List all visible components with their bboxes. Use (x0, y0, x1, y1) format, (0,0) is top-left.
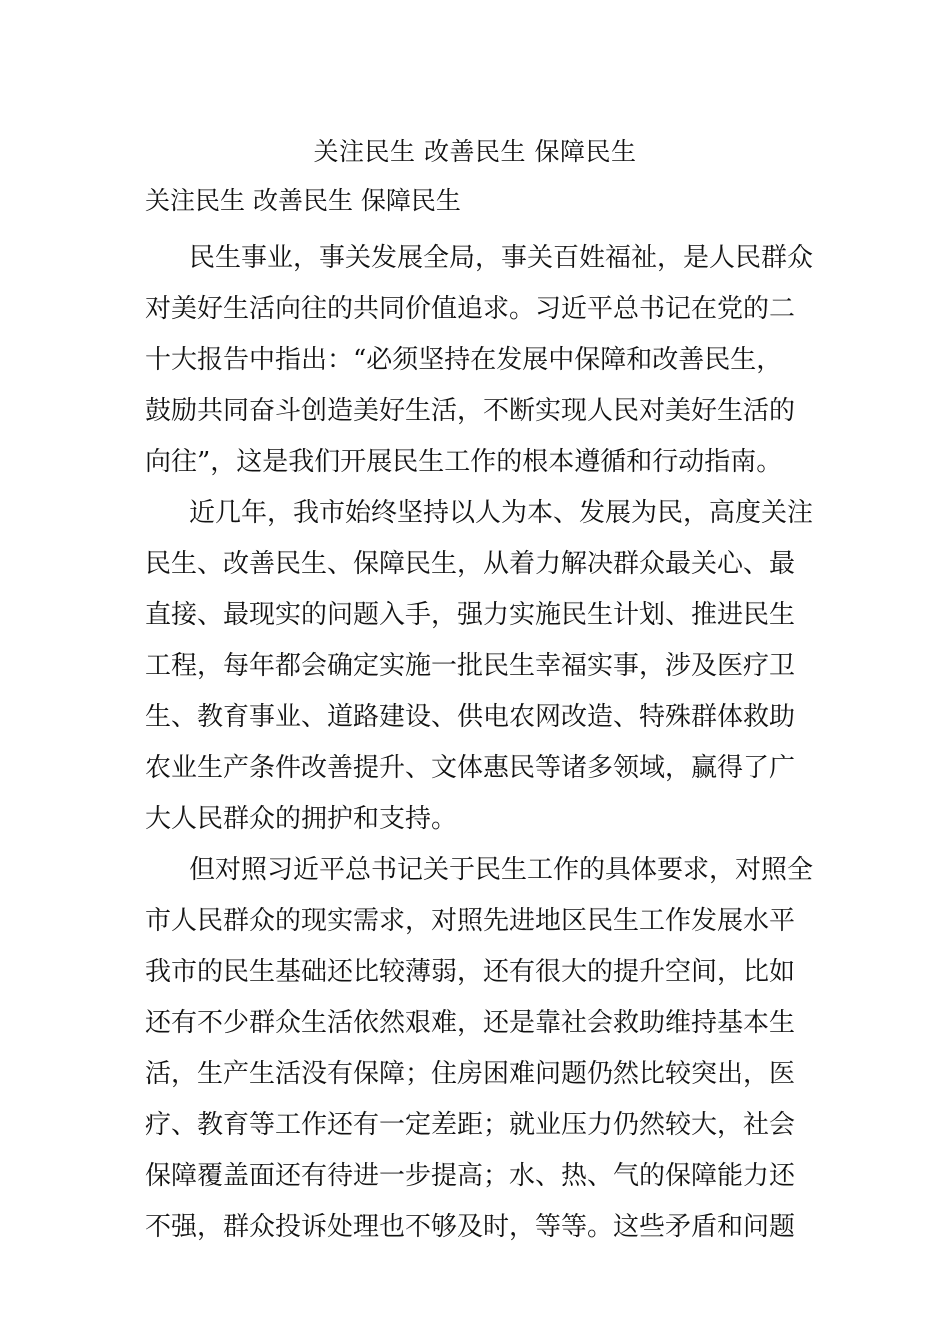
paragraph-2 (145, 488, 813, 845)
paragraph-line: 我市的民生基础还比较薄弱，还有很大的提升空间，比如 (145, 957, 796, 987)
paragraph-line: 疗、教育等工作还有一定差距；就业压力仍然较大，社会 (145, 1110, 796, 1140)
paragraph-line: 直接、最现实的问题入手，强力实施民生计划、推进民生 (145, 600, 796, 630)
paragraph-line: 十大报告中指出：“必须坚持在发展中保障和改善民生， (145, 345, 783, 375)
document-body (145, 181, 813, 1253)
paragraph-line: 近几年，我市始终坚持以人为本、发展为民，高度关注 (189, 498, 814, 528)
paragraph-line: 农业生产条件改善提升、文体惠民等诸多领域，赢得了广 (145, 753, 796, 783)
paragraph-line: 大人民群众的拥护和支持。 (145, 804, 458, 834)
paragraph-line: 生、教育事业、道路建设、供电农网改造、特殊群体救助 (145, 702, 796, 732)
paragraph-line: 对美好生活向往的共同价值追求。习近平总书记在党的二 (145, 294, 796, 324)
paragraph-line: 活，生产生活没有保障；住房困难问题仍然比较突出，医 (145, 1059, 796, 1089)
paragraph-line: 还有不少群众生活依然艰难，还是靠社会救助维持基本生 (145, 1008, 796, 1038)
paragraph-line: 民生事业，事关发展全局，事关百姓福祉，是人民群众 (189, 243, 814, 273)
document-subtitle: 关注民生 改善民生 保障民生 (145, 186, 461, 215)
paragraph-line: 不强，群众投诉处理也不够及时，等等。这些矛盾和问题 (145, 1212, 796, 1242)
paragraph-line: 向往”，这是我们开展民生工作的根本遵循和行动指南。 (145, 447, 783, 477)
paragraph-line: 民生、改善民生、保障民生，从着力解决群众最关心、最 (145, 549, 796, 579)
paragraph-3 (145, 845, 813, 1253)
paragraph-line: 但对照习近平总书记关于民生工作的具体要求，对照全 (189, 855, 814, 885)
paragraph-line: 工程，每年都会确定实施一批民生幸福实事，涉及医疗卫 (145, 651, 796, 681)
paragraph-line: 保障覆盖面还有待进一步提高；水、热、气的保障能力还 (145, 1161, 796, 1191)
paragraph-line: 鼓励共同奋斗创造美好生活，不断实现人民对美好生活的 (145, 396, 796, 426)
paragraph-line: 市人民群众的现实需求，对照先进地区民生工作发展水平 (145, 906, 796, 936)
paragraph-1 (145, 233, 813, 488)
document-title: 关注民生 改善民生 保障民生 (313, 137, 637, 166)
